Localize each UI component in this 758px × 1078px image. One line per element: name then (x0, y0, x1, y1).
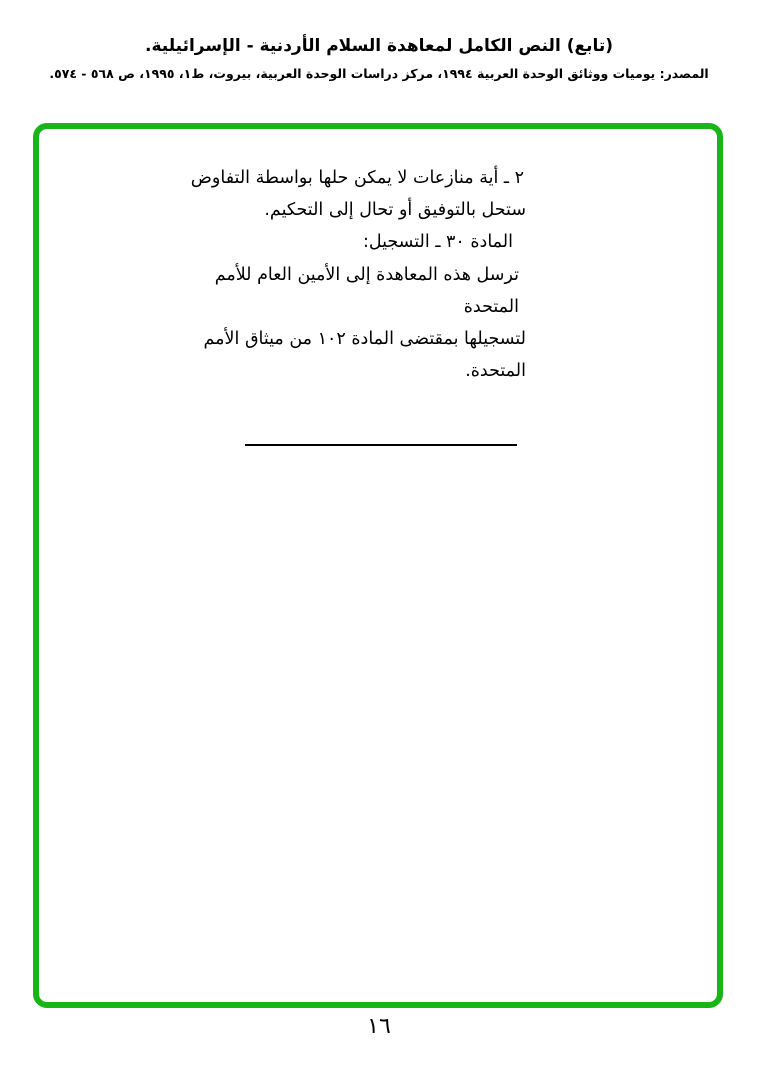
clause-2-line-1: ٢ ـ أية منازعات لا يمكن حلها بواسطة التفاوض (190, 168, 524, 188)
treaty-text-block (176, 162, 526, 387)
registration-paragraph (176, 259, 526, 387)
horizontal-divider (245, 444, 517, 446)
clause-2-paragraph (176, 162, 526, 226)
registration-line-2: لتسجيلها بمقتضى المادة ١٠٢ من ميثاق الأمم المتحدة. (203, 329, 526, 381)
clause-2-line-2: ستحل بالتوفيق أو تحال إلى التحكيم. (264, 200, 526, 220)
registration-line-1: ترسل هذه المعاهدة إلى الأمين العام للأمم المتحدة (214, 265, 519, 317)
page-number: ١٦ (367, 1014, 391, 1039)
document-title: (تابع) النص الكامل لمعاهدة السلام الأردنية - الإسرائيلية. (144, 36, 613, 56)
green-frame-border (33, 123, 723, 1008)
source-citation: المصدر: يوميات ووثائق الوحدة العربية ١٩٩٤، مركز دراسات الوحدة العربية، بيروت، ط١، ١٩٩٥، ص ٥٦٨ - ٥٧٤. (49, 66, 709, 81)
article-30-heading: المادة ٣٠ ـ التسجيل: (362, 232, 513, 252)
